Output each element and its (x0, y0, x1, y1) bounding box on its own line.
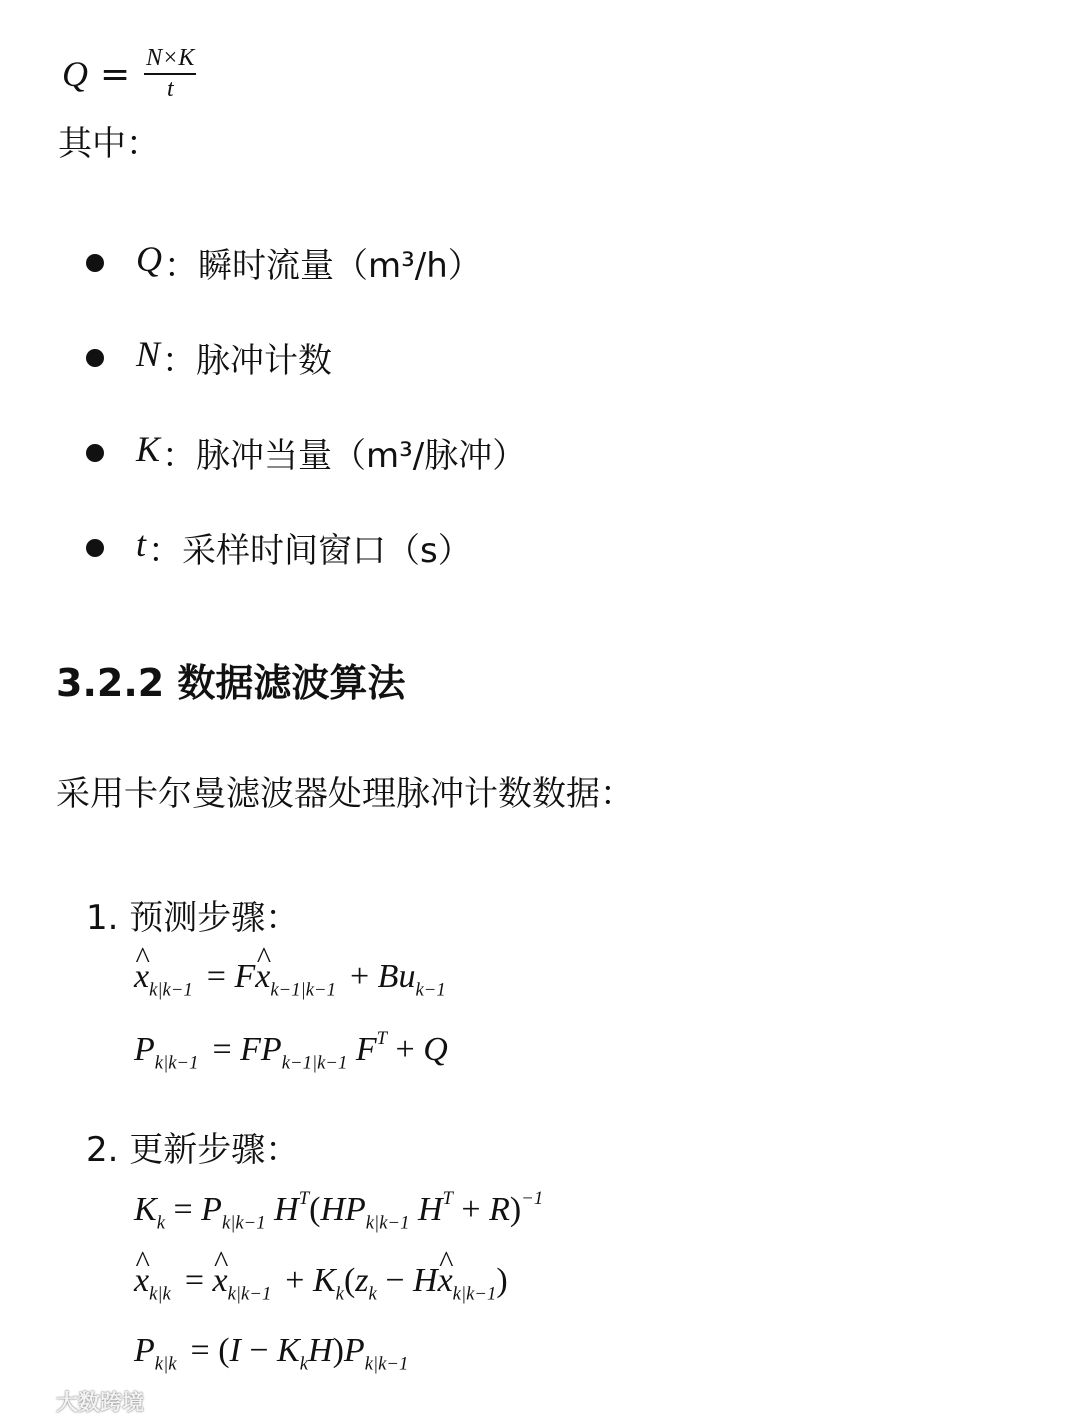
list-item (86, 333, 526, 428)
step-label-predict: 1. 预测步骤： (86, 898, 300, 938)
method-text: 采用卡尔曼滤波器处理脉冲计数数据： (56, 774, 634, 814)
watermark (6, 1384, 144, 1418)
flow-formula-lhs: Q (62, 54, 88, 94)
bullet-icon (86, 539, 104, 557)
list-item (86, 523, 526, 618)
flow-formula-denominator: t (166, 76, 174, 102)
variable-separator: ： (162, 341, 197, 381)
intro-label: 其中： (58, 124, 160, 164)
variable-description: 脉冲计数 (196, 341, 333, 381)
variable-separator: ： (162, 436, 197, 476)
variable-symbol: t (136, 524, 147, 564)
equation-update-state: ^ $x_{k|k}$ = ^ $x_{k|k-1} + K_k(z_k$ − H^ $x_{k|k-1}$) (134, 1262, 508, 1305)
flow-formula (62, 44, 196, 104)
variable-separator: ： (148, 531, 183, 571)
equation-update-covariance: $P_{k|k} = (I - K_kH)P_{k|k-1}$ (134, 1332, 409, 1375)
brand-logo-icon (6, 1387, 50, 1415)
variable-description: 脉冲当量（m³/脉冲） (196, 436, 527, 476)
variable-symbol: K (136, 429, 161, 469)
equation-predict-covariance: $P_{k|k-1} = FP_{k-1|k-1}$ $F^T + Q$ (134, 1028, 448, 1074)
variable-list (86, 238, 526, 618)
equation-predict-state: ^ $x_{k|k-1}$ = F^ $x_{k-1|k-1} + Bu_{k-1}$ (134, 958, 446, 1001)
section-heading: 3.2.2 数据滤波算法 (56, 661, 406, 705)
step-label-update: 2. 更新步骤： (86, 1130, 300, 1170)
list-item (86, 238, 526, 333)
bullet-icon (86, 444, 104, 462)
equation-kalman-gain: $K_k = P_{k|k-1}$ $H^T(HP_{k|k-1}$ $H^T + R)^{-1}$ (134, 1188, 544, 1234)
variable-symbol: N (136, 334, 161, 374)
flow-formula-numerator: N×K (144, 46, 196, 75)
variable-separator: ： (164, 246, 198, 286)
variable-description: 采样时间窗口（s） (182, 531, 472, 571)
bullet-icon (86, 349, 104, 367)
variable-description: 瞬时流量（m³/h） (198, 246, 482, 286)
flow-formula-fraction (144, 46, 196, 102)
watermark-text: 大数跨境 (56, 1390, 145, 1416)
list-item (86, 428, 526, 523)
variable-symbol: Q (136, 239, 162, 279)
bullet-icon (86, 254, 104, 272)
flow-formula-equals: = (100, 53, 131, 95)
